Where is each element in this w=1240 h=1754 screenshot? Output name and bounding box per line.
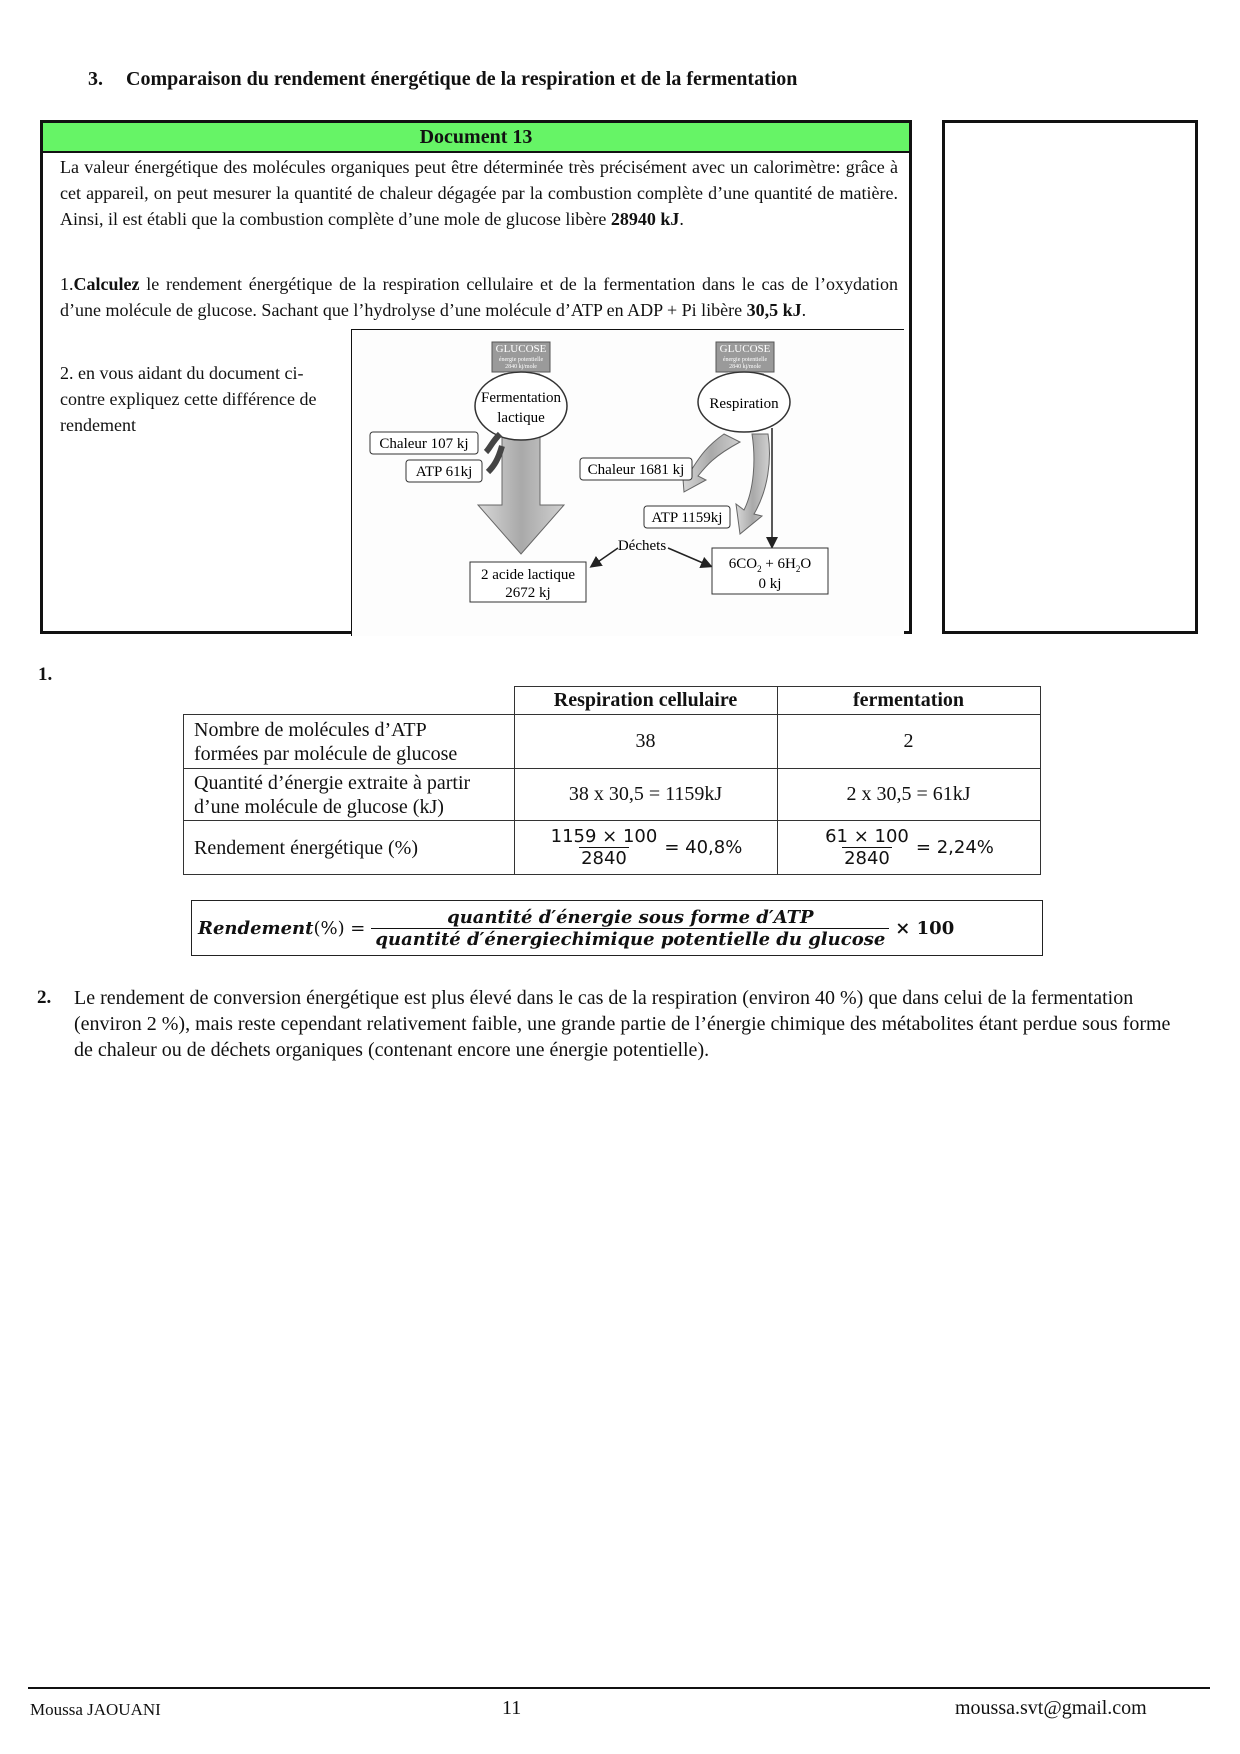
diagram-svg [352,330,904,636]
page-number: 11 [502,1697,522,1719]
rendement-respiration-fraction: $\frac{1159 \times 100}{2840}$ [550,826,658,869]
fermentation-label-1: Fermentation [481,390,561,406]
glucose-right-label: GLUCOSE [719,343,771,355]
answer-2-text: Le rendement de conversion énergétique est plus élevé dans le cas de la respiration (environ 40 %) que dans celui de la fermentation (environ 2 %), mais reste cependant relativement faible, une grande partie de l’énergie chimique des métabolites étant perdue sous forme de chaleur ou de déchets organiques (contenant encore une énergie potentielle). [74,987,1171,1061]
section-number: 3. [88,68,103,90]
dechets-label: Déchets [617,538,667,554]
row-label-rendement: Rendement énergétique (%) [184,821,515,875]
document-intro: La valeur énergétique des molécules organiques peut être déterminée très précisément avec un calorimètre: grâce à cet appareil, on peut mesurer la quantité de chaleur dégagée par la combustion complète d’une quantité de matière. Ainsi, il est établi que la combustion complète d’une mole de glucose libère 28940 kJ. [60,157,898,229]
formula-fraction [371,907,889,950]
formula-lhs-unit: (%) = [313,917,366,939]
dechets-arrow-right [668,548,710,566]
glucose-left-sub2: 2840 kj/mole [505,364,537,370]
section-heading [88,68,797,91]
glucose-right-sub2: 2840 kj/mole [729,364,761,370]
document-13-box [40,120,912,634]
cell-atp-fermentation: 2 [777,715,1040,769]
section-title: Comparaison du rendement énergétique de la respiration et de la fermentation [126,68,798,90]
formula-denominator: quantité d′énergiechimique potentielle du glucose [371,928,889,950]
chaleur-right-label: Chaleur 1681 kj [587,462,685,478]
cell-rendement-respiration [514,821,777,875]
atp-right-label: ATP 1159kj [651,510,723,526]
cell-atp-respiration: 38 [514,715,777,769]
table-corner [184,687,515,715]
intro-text: La valeur énergétique des molécules organiques peut être déterminée très précisément avec un calorimètre: grâce à cet appareil, on peut mesurer la quantité de chaleur dégagée par la combustion complète d’une quantité de matière. Ainsi, il est établi que la combustion complète d’une mole de glucose libère [60,157,898,229]
rendement-formula [191,900,1043,956]
dechets-arrow-left [592,548,618,566]
q1-text: le rendement énergétique de la respiration cellulaire et de la fermentation dans le cas de l’oxydation d’une molécule de glucose. Sachant que l’hydrolyse d’une molécule d’ATP en ADP + Pi libère [60,274,898,320]
row-label-energy: Quantité d’énergie extraite à partir d’une molécule de glucose (kJ) [184,769,515,821]
formula-numerator: quantité d′énergie sous forme d′ATP [447,906,814,928]
fermentation-label-2: lactique [497,410,545,426]
acide-label-2: 2672 kj [505,585,551,601]
question-2: 2. en vous aidant du document ci-contre expliquez cette différence de rendement [60,363,317,435]
atp-left-label: ATP 61kj [415,464,473,480]
cell-energy-respiration: 38 x 30,5 = 1159kJ [514,769,777,821]
table-header-row [184,687,1041,715]
rendement-respiration-result: = 40,8% [664,837,743,858]
footer-author: Moussa JAOUANI [30,1700,161,1719]
cell-energy-fermentation: 2 x 30,5 = 61kJ [777,769,1040,821]
atp-right-arrow [736,434,769,534]
intro-value: 28940 kJ [610,209,680,229]
question-1: 1.Calculez le rendement énergétique de la respiration cellulaire et de la fermentation dans le cas de l’oxydation d’une molécule de glucose. Sachant que l’hydrolyse d’une molécule d’ATP en ADP + Pi libère 30,5 kJ. [60,274,898,320]
q1-number: 1. [60,274,74,294]
footer-divider [28,1687,1210,1689]
cell-rendement-fermentation [777,821,1040,875]
q1-value: 30,5 kJ [746,300,802,320]
fermentation-ellipse [475,372,567,440]
respiration-label: Respiration [709,396,779,412]
co2-energy-label: 0 kj [758,576,782,592]
rendement-fermentation-result: = 2,24% [915,837,994,858]
q1-verb: Calculez [73,274,140,294]
formula-lhs: Rendement [198,917,314,939]
chaleur-left-label: Chaleur 107 kj [379,436,469,452]
footer-email: moussa.svt@gmail.com [955,1697,1147,1719]
glucose-left-sub1: énergie potentielle [498,357,544,363]
answer-blank-box [942,120,1198,634]
glucose-left-label: GLUCOSE [495,343,547,355]
table-row [184,769,1041,821]
energy-flow-diagram [351,329,904,636]
header-fermentation: fermentation [777,687,1040,715]
table-row [184,821,1041,875]
co2-h2o-label: $6CO_2 + 6H_2O$ [728,556,812,574]
rendement-fermentation-fraction: $\frac{61 \times 100}{2840}$ [825,826,909,869]
formula-factor: × 100 [895,917,955,939]
glucose-right-sub1: énergie potentielle [722,357,768,363]
acide-label-1: 2 acide lactique [480,567,576,583]
answer-1-label: 1. [38,664,53,685]
results-table [183,686,1041,875]
document-title: Document 13 [43,123,909,153]
answer-2-label: 2. [37,987,52,1008]
table-row [184,715,1041,769]
header-respiration: Respiration cellulaire [514,687,777,715]
row-label-atp: Nombre de molécules d’ATP formées par molécule de glucose [184,715,515,769]
